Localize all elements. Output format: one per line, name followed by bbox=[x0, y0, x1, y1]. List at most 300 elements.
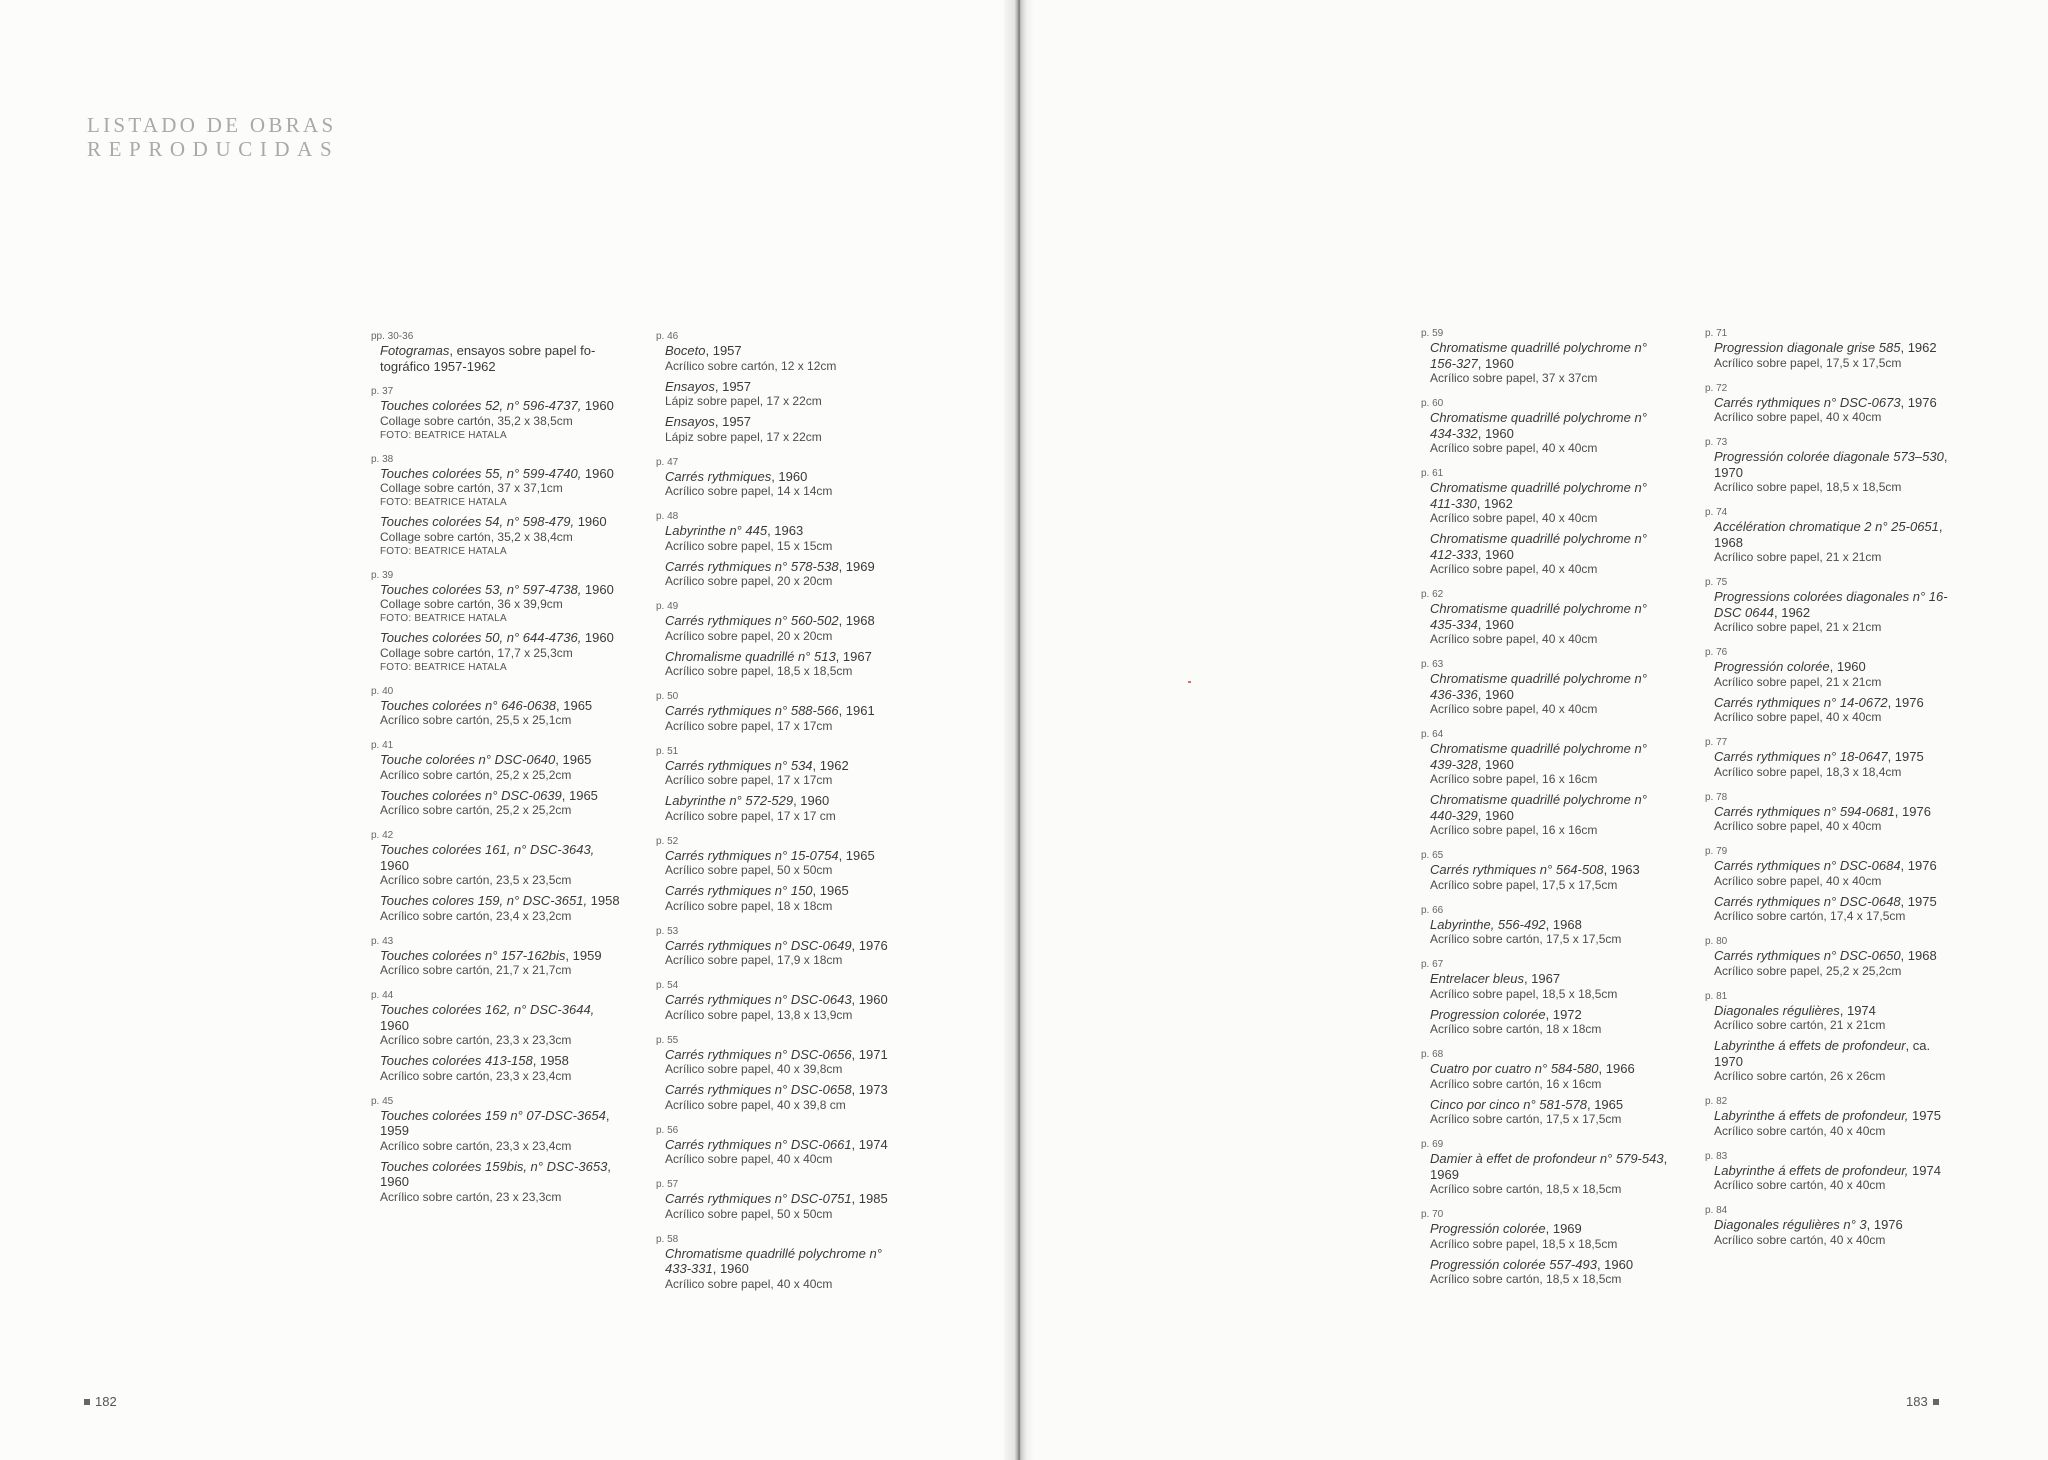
artwork-item bbox=[1714, 1038, 1954, 1084]
artwork-medium: Acrílico sobre cartón, 23,5 x 23,5cm bbox=[380, 873, 572, 887]
artwork-item bbox=[1430, 971, 1670, 1002]
artwork-item bbox=[380, 842, 620, 888]
artwork-title-line bbox=[665, 469, 905, 485]
artwork-title: Chromatisme quadrillé polychrome n° 156-327 bbox=[1430, 340, 1647, 371]
artwork-medium: Acrílico sobre papel, 25,2 x 25,2cm bbox=[1714, 963, 1902, 978]
artwork-title-line bbox=[380, 514, 620, 530]
artwork-date: , 1975 bbox=[1900, 893, 1937, 909]
artwork-title: Carrés rythmiques n° DSC-0656 bbox=[665, 1046, 852, 1062]
artwork-medium: Collage sobre cartón, 35,2 x 38,4cm bbox=[380, 529, 573, 544]
works-column-4 bbox=[1705, 327, 1954, 1259]
catalog-entry bbox=[656, 510, 905, 589]
artwork-medium: Acrílico sobre papel, 17,5 x 17,5cm bbox=[1714, 355, 1902, 370]
artwork-title: Carrés rythmiques n° 534 bbox=[665, 757, 813, 773]
page-reference: p. 65 bbox=[1421, 850, 1444, 861]
page-reference: pp. 30-36 bbox=[371, 331, 414, 342]
artwork-title-line bbox=[380, 1108, 620, 1139]
artwork-date: 1960 bbox=[581, 465, 614, 481]
artwork-date: , 1966 bbox=[1598, 1061, 1635, 1076]
catalog-entry bbox=[371, 385, 620, 442]
artwork-date: 1960 bbox=[581, 398, 614, 413]
artwork-item bbox=[1430, 1151, 1670, 1197]
catalog-entry bbox=[1421, 958, 1670, 1037]
artwork-title: Chromatisme quadrillé polychrome n° 435-334 bbox=[1430, 601, 1647, 632]
catalog-entry bbox=[1705, 576, 1954, 635]
artwork-title: Carrés rythmiques n° 18-0647 bbox=[1714, 749, 1888, 764]
artwork-medium: Acrílico sobre papel, 40 x 40cm bbox=[1430, 441, 1598, 455]
catalog-entry bbox=[1705, 646, 1954, 725]
artwork-item bbox=[1430, 410, 1670, 456]
artwork-title-line bbox=[380, 948, 620, 964]
photo-credit: FOTO: BEATRICE HATALA bbox=[380, 661, 507, 673]
artwork-medium: Acrílico sobre cartón, 25,5 x 25,1cm bbox=[380, 713, 572, 727]
artwork-medium: Acrílico sobre cartón, 40 x 40cm bbox=[1714, 1178, 1886, 1192]
page-reference: p. 51 bbox=[656, 745, 679, 757]
catalog-entry bbox=[371, 1095, 620, 1205]
catalog-entry bbox=[656, 745, 905, 824]
catalog-entry bbox=[656, 979, 905, 1023]
artwork-item bbox=[1430, 792, 1670, 838]
artwork-date: , 1960 bbox=[712, 1261, 749, 1276]
page-reference: p. 56 bbox=[656, 1124, 679, 1136]
artwork-title-line bbox=[1430, 340, 1670, 371]
artwork-medium: Acrílico sobre papel, 18,5 x 18,5cm bbox=[1430, 1236, 1618, 1251]
photo-credit: FOTO: BEATRICE HATALA bbox=[380, 497, 507, 508]
artwork-title: Carrés rythmiques n° 564-508 bbox=[1430, 862, 1604, 877]
artwork-item bbox=[380, 398, 620, 442]
artwork-date: , 1965 bbox=[556, 697, 593, 713]
artwork-date: , 1960 bbox=[380, 1158, 611, 1189]
artwork-item bbox=[1714, 659, 1954, 690]
artwork-item bbox=[665, 469, 905, 500]
artwork-medium: Acrílico sobre papel, 16 x 16cm bbox=[1430, 823, 1598, 837]
page-reference: p. 69 bbox=[1421, 1139, 1444, 1150]
catalog-entry bbox=[1705, 990, 1954, 1085]
artwork-date: , 1958 bbox=[532, 1053, 569, 1068]
artwork-item bbox=[380, 1108, 620, 1154]
artwork-date: , 1965 bbox=[1586, 1096, 1624, 1112]
artwork-medium: Acrílico sobre papel, 20 x 20cm bbox=[665, 628, 833, 643]
artwork-item bbox=[1430, 480, 1670, 526]
page-reference: p. 38 bbox=[371, 453, 394, 465]
artwork-title: Carrés rythmiques n° 578-538 bbox=[665, 558, 839, 574]
artwork-title: Carrés rythmiques bbox=[665, 468, 772, 484]
artwork-item bbox=[1714, 1217, 1954, 1248]
artwork-date: , 1960 bbox=[1477, 425, 1514, 441]
page-number-left: 182 bbox=[95, 1394, 117, 1409]
artwork-title-line bbox=[665, 523, 905, 539]
artwork-title: Touches colorées n° 157-162bis bbox=[380, 947, 566, 963]
artwork-title: Chromatisme quadrillé polychrome n° 433-331 bbox=[665, 1245, 882, 1276]
catalog-entry bbox=[1705, 506, 1954, 565]
artwork-title: Ensayos bbox=[665, 378, 715, 394]
artwork-title: Carrés rythmiques n° 594-0681 bbox=[1714, 803, 1895, 819]
artwork-title-line bbox=[1430, 1221, 1670, 1237]
artwork-date: , 1957 bbox=[714, 414, 752, 429]
artwork-medium: Acrílico sobre cartón, 23,3 x 23,4cm bbox=[380, 1068, 572, 1083]
artwork-title: Diagonales régulières n° 3 bbox=[1714, 1217, 1867, 1232]
artwork-medium: Acrílico sobre papel, 40 x 40cm bbox=[1430, 632, 1598, 646]
page-reference: p. 77 bbox=[1705, 737, 1728, 748]
artwork-item bbox=[380, 893, 620, 924]
artwork-title: Chromatisme quadrillé polychrome n° 411-330 bbox=[1430, 480, 1647, 511]
catalog-entry bbox=[656, 456, 905, 500]
artwork-title-line bbox=[1430, 671, 1670, 702]
catalog-entry bbox=[1421, 588, 1670, 647]
artwork-medium: Acrílico sobre papel, 50 x 50cm bbox=[665, 863, 833, 877]
title-line-1: LISTADO DE OBRAS bbox=[87, 113, 337, 137]
artwork-medium: Acrílico sobre cartón, 17,4 x 17,5cm bbox=[1714, 909, 1906, 923]
artwork-date: , 1976 bbox=[851, 937, 888, 953]
catalog-entry bbox=[371, 989, 620, 1084]
artwork-medium: Acrílico sobre cartón, 25,2 x 25,2cm bbox=[380, 767, 572, 782]
artwork-title: Progressión colorée bbox=[1430, 1221, 1546, 1236]
artwork-title: Touche colorées n° DSC-0640 bbox=[380, 752, 556, 767]
page-reference: p. 82 bbox=[1705, 1096, 1728, 1107]
artwork-item bbox=[665, 523, 905, 554]
artwork-medium: Acrílico sobre papel, 14 x 14cm bbox=[665, 484, 833, 498]
artwork-item bbox=[1430, 340, 1670, 386]
catalog-entry bbox=[1705, 1150, 1954, 1194]
artwork-medium: Acrílico sobre papel, 17 x 17cm bbox=[665, 718, 833, 733]
artwork-item bbox=[665, 883, 905, 914]
artwork-date: , 1961 bbox=[838, 703, 875, 718]
artwork-item bbox=[380, 1159, 620, 1205]
page-reference: p. 79 bbox=[1705, 846, 1728, 857]
artwork-title-line bbox=[665, 414, 905, 430]
artwork-item bbox=[380, 698, 620, 729]
artwork-medium: Acrílico sobre papel, 40 x 40cm bbox=[1714, 410, 1882, 424]
page-reference: p. 58 bbox=[656, 1233, 679, 1245]
artwork-title-line bbox=[665, 559, 905, 575]
artwork-date: , ensayos sobre papel fo-tográfico 1957-1962 bbox=[380, 343, 596, 374]
artwork-item bbox=[665, 343, 905, 374]
artwork-title: Progressión colorée diagonale 573–530 bbox=[1714, 449, 1944, 464]
artwork-title: Labyrinthe n° 572-529 bbox=[665, 793, 794, 808]
artwork-title: Carrés rythmiques n° DSC-0751 bbox=[665, 1191, 852, 1206]
artwork-item bbox=[1714, 449, 1954, 495]
red-speck bbox=[1188, 681, 1191, 683]
artwork-title: Carrés rythmiques n° DSC-0684 bbox=[1714, 858, 1901, 873]
catalog-entry bbox=[656, 690, 905, 734]
page-reference: p. 78 bbox=[1705, 791, 1728, 803]
artwork-title: Touches colores 159, n° DSC-3651, bbox=[380, 893, 588, 908]
artwork-title-line bbox=[665, 1047, 905, 1063]
artwork-date: , 1967 bbox=[1523, 971, 1561, 986]
artwork-medium: Acrílico sobre papel, 18,5 x 18,5cm bbox=[1714, 480, 1902, 494]
artwork-title: Progression colorée bbox=[1430, 1006, 1546, 1022]
artwork-medium: Acrílico sobre papel, 40 x 40cm bbox=[665, 1152, 833, 1166]
photo-credit: FOTO: BEATRICE HATALA bbox=[380, 613, 507, 624]
artwork-medium: Acrílico sobre papel, 40 x 40cm bbox=[1714, 873, 1882, 888]
artwork-date: , 1963 bbox=[1603, 862, 1640, 877]
artwork-item bbox=[1430, 1007, 1670, 1038]
page-reference: p. 60 bbox=[1421, 398, 1444, 409]
artwork-date: , 1985 bbox=[851, 1191, 888, 1206]
artwork-date: 1958 bbox=[587, 893, 620, 908]
artwork-date: , 1960 bbox=[1477, 355, 1514, 371]
artwork-medium: Acrílico sobre cartón, 12 x 12cm bbox=[665, 358, 837, 373]
artwork-medium: Acrílico sobre papel, 37 x 37cm bbox=[1430, 371, 1598, 385]
artwork-item bbox=[665, 379, 905, 410]
artwork-title-line bbox=[1430, 862, 1670, 878]
artwork-item bbox=[1714, 804, 1954, 835]
artwork-title-line bbox=[665, 938, 905, 954]
page-reference: p. 49 bbox=[656, 601, 679, 612]
page-reference: p. 41 bbox=[371, 740, 394, 751]
artwork-date: , 1974 bbox=[851, 1136, 888, 1152]
artwork-item bbox=[1430, 1257, 1670, 1288]
artwork-item bbox=[1430, 862, 1670, 893]
artwork-title-line bbox=[1430, 1061, 1670, 1077]
page-reference: p. 63 bbox=[1421, 659, 1444, 670]
artwork-medium: Acrílico sobre papel, 18,5 x 18,5cm bbox=[1430, 986, 1618, 1001]
artwork-title: Cuatro por cuatro n° 584-580 bbox=[1430, 1061, 1599, 1076]
artwork-title: Progression diagonale grise 585 bbox=[1714, 340, 1901, 355]
artwork-title: Touches colorées 55, n° 599-4740, bbox=[380, 465, 582, 481]
artwork-item bbox=[380, 752, 620, 783]
catalog-entry bbox=[656, 1233, 905, 1292]
artwork-medium: Acrílico sobre papel, 21 x 21cm bbox=[1714, 550, 1882, 564]
artwork-date: , 1960 bbox=[851, 992, 888, 1007]
artwork-date: , 1976 bbox=[1866, 1217, 1903, 1232]
artwork-item bbox=[1714, 948, 1954, 979]
artwork-date: , 1960 bbox=[793, 793, 830, 808]
artwork-medium: Acrílico sobre cartón, 21 x 21cm bbox=[1714, 1018, 1886, 1032]
artwork-title: Carrés rythmiques n° DSC-0661 bbox=[665, 1136, 852, 1152]
artwork-date: , 1960 bbox=[1477, 616, 1514, 632]
artwork-title: Ensayos bbox=[665, 414, 715, 429]
artwork-title: Carrés rythmiques n° DSC-0673 bbox=[1714, 394, 1901, 410]
artwork-item bbox=[380, 1002, 620, 1048]
artwork-medium: Acrílico sobre cartón, 17,5 x 17,5cm bbox=[1430, 932, 1622, 946]
artwork-medium: Acrílico sobre cartón, 25,2 x 25,2cm bbox=[380, 803, 572, 817]
catalog-entry bbox=[1705, 736, 1954, 780]
artwork-medium: Acrílico sobre cartón, 21,7 x 21,7cm bbox=[380, 963, 572, 977]
page-reference: p. 76 bbox=[1705, 647, 1728, 658]
artwork-item bbox=[1714, 1108, 1954, 1139]
page-reference: p. 83 bbox=[1705, 1150, 1728, 1162]
artwork-title-line bbox=[1714, 804, 1954, 820]
artwork-item bbox=[380, 1053, 620, 1084]
artwork-title-line bbox=[380, 893, 620, 909]
artwork-date: , 1971 bbox=[851, 1046, 888, 1062]
artwork-item bbox=[665, 649, 905, 680]
page-reference: p. 70 bbox=[1421, 1209, 1444, 1220]
artwork-item bbox=[1714, 749, 1954, 780]
artwork-medium: Acrílico sobre papel, 40 x 39,8cm bbox=[665, 1062, 843, 1076]
artwork-title: Carrés rythmiques n° DSC-0648 bbox=[1714, 893, 1901, 909]
artwork-title-line bbox=[1430, 1257, 1670, 1273]
catalog-entry bbox=[656, 1034, 905, 1113]
artwork-medium: Acrílico sobre cartón, 23,3 x 23,4cm bbox=[380, 1138, 572, 1153]
page-reference: p. 40 bbox=[371, 685, 394, 697]
page-reference: p. 74 bbox=[1705, 507, 1728, 518]
artwork-title: Progressions colorées diagonales n° 16-DSC 0644 bbox=[1714, 589, 1948, 620]
folio-square-icon bbox=[84, 1399, 90, 1405]
folio-right bbox=[1906, 1394, 1939, 1409]
artwork-title-line bbox=[665, 1082, 905, 1098]
artwork-date: , 1976 bbox=[1900, 858, 1937, 873]
folio-square-icon bbox=[1933, 1399, 1939, 1405]
artwork-title-line bbox=[380, 752, 620, 768]
artwork-title: Touches colorées n° DSC-0639 bbox=[380, 787, 562, 803]
page-number-right: 183 bbox=[1906, 1394, 1928, 1409]
artwork-medium: Collage sobre cartón, 36 x 39,9cm bbox=[380, 597, 563, 611]
artwork-medium: Acrílico sobre papel, 17 x 17 cm bbox=[665, 808, 836, 823]
artwork-title-line bbox=[380, 842, 620, 873]
artwork-date: , 1962 bbox=[1476, 495, 1513, 511]
artwork-title-line bbox=[380, 466, 620, 482]
catalog-entry bbox=[371, 453, 620, 558]
artwork-title-line bbox=[665, 1191, 905, 1207]
artwork-title: Labyrinthe á effets de profondeur, bbox=[1714, 1108, 1909, 1123]
artwork-date: 1974 bbox=[1908, 1162, 1941, 1178]
catalog-entry bbox=[1421, 1048, 1670, 1127]
artwork-date: , 1970 bbox=[1714, 449, 1948, 480]
catalog-entry bbox=[371, 569, 620, 674]
artwork-item bbox=[665, 559, 905, 590]
artwork-title: Chromatisme quadrillé polychrome n° 436-336 bbox=[1430, 671, 1647, 702]
page-reference: p. 55 bbox=[656, 1034, 679, 1046]
artwork-medium: Acrílico sobre cartón, 23,3 x 23,3cm bbox=[380, 1033, 572, 1047]
artwork-title: Entrelacer bleus bbox=[1430, 971, 1524, 986]
artwork-date: , 1965 bbox=[555, 752, 592, 767]
artwork-date: , 1957 bbox=[705, 343, 742, 358]
artwork-date: , 1960 bbox=[1829, 659, 1866, 674]
catalog-entry bbox=[1421, 849, 1670, 893]
artwork-date: , 1974 bbox=[1839, 1002, 1876, 1018]
artwork-title: Carrés rythmiques n° DSC-0650 bbox=[1714, 948, 1901, 963]
page-reference: p. 80 bbox=[1705, 936, 1728, 947]
artwork-date: , 1976 bbox=[1900, 394, 1937, 410]
artwork-date: , 1967 bbox=[835, 648, 872, 664]
artwork-title-line bbox=[1430, 601, 1670, 632]
artwork-date: , 1968 bbox=[1714, 519, 1943, 550]
artwork-title: Touches colorées 50, n° 644-4736, bbox=[380, 630, 582, 645]
artwork-medium: Acrílico sobre papel, 40 x 39,8 cm bbox=[665, 1097, 846, 1112]
artwork-title-line bbox=[1714, 858, 1954, 874]
artwork-title: Chromatisme quadrillé polychrome n° 412-333 bbox=[1430, 531, 1647, 562]
artwork-item bbox=[1430, 671, 1670, 717]
artwork-date: , 1960 bbox=[1477, 546, 1514, 562]
artwork-title-line bbox=[1430, 531, 1670, 562]
artwork-title: Cinco por cinco n° 581-578 bbox=[1430, 1096, 1587, 1112]
artwork-date: , 1976 bbox=[1894, 803, 1931, 819]
artwork-title-line bbox=[380, 582, 620, 598]
catalog-entry bbox=[656, 925, 905, 969]
artwork-date: , 1972 bbox=[1545, 1006, 1582, 1022]
artwork-item bbox=[665, 1082, 905, 1113]
artwork-medium: Acrílico sobre papel, 40 x 40cm bbox=[1714, 819, 1882, 833]
artwork-title: Carrés rythmiques n° 588-566 bbox=[665, 703, 839, 718]
artwork-medium: Acrílico sobre cartón, 23 x 23,3cm bbox=[380, 1189, 562, 1204]
page-reference: p. 37 bbox=[371, 386, 394, 397]
artwork-title-line bbox=[1714, 1003, 1954, 1019]
artwork-date: 1960 bbox=[574, 514, 607, 529]
artwork-title-line bbox=[1714, 1038, 1954, 1069]
artwork-title-line bbox=[665, 649, 905, 665]
artwork-medium: Acrílico sobre papel, 40 x 40cm bbox=[1430, 511, 1598, 525]
artwork-item bbox=[380, 514, 620, 558]
artwork-medium: Collage sobre cartón, 37 x 37,1cm bbox=[380, 481, 563, 495]
artwork-title-line bbox=[1714, 1108, 1954, 1124]
catalog-entry bbox=[1421, 1138, 1670, 1197]
catalog-entry bbox=[1421, 658, 1670, 717]
artwork-date: 1960 bbox=[380, 1017, 409, 1033]
artwork-medium: Lápiz sobre papel, 17 x 22cm bbox=[665, 429, 822, 444]
artwork-date: , 1965 bbox=[812, 883, 849, 898]
artwork-medium: Acrílico sobre cartón, 16 x 16cm bbox=[1430, 1076, 1602, 1091]
artwork-title-line bbox=[380, 788, 620, 804]
works-column-2 bbox=[656, 330, 905, 1303]
artwork-title-line bbox=[380, 343, 620, 374]
artwork-title-line bbox=[1430, 410, 1670, 441]
artwork-title-line bbox=[380, 630, 620, 646]
artwork-title-line bbox=[1714, 659, 1954, 675]
artwork-item bbox=[665, 1047, 905, 1078]
artwork-date: , 1968 bbox=[1900, 948, 1937, 963]
artwork-title: Labyrinthe, 556-492 bbox=[1430, 916, 1546, 932]
artwork-title: Carrés rythmiques n° DSC-0649 bbox=[665, 937, 852, 953]
artwork-title: Touches colorées 413-158 bbox=[380, 1053, 533, 1068]
artwork-item bbox=[380, 343, 620, 374]
artwork-item bbox=[665, 613, 905, 644]
catalog-entry bbox=[1705, 845, 1954, 924]
catalog-entry bbox=[371, 685, 620, 729]
artwork-medium: Collage sobre cartón, 17,7 x 25,3cm bbox=[380, 645, 573, 660]
artwork-title-line bbox=[1430, 741, 1670, 772]
artwork-title-line bbox=[1714, 589, 1954, 620]
artwork-item bbox=[1430, 531, 1670, 577]
artwork-medium: Lápiz sobre papel, 17 x 22cm bbox=[665, 394, 822, 408]
artwork-date: , 1965 bbox=[561, 787, 598, 803]
catalog-entry bbox=[1705, 327, 1954, 371]
page-reference: p. 53 bbox=[656, 925, 679, 937]
photo-credit: FOTO: BEATRICE HATALA bbox=[380, 429, 507, 441]
page-reference: p. 42 bbox=[371, 830, 394, 841]
page-reference: p. 47 bbox=[656, 456, 679, 468]
artwork-medium: Acrílico sobre papel, 40 x 40cm bbox=[1430, 702, 1598, 716]
catalog-entry bbox=[371, 739, 620, 818]
artwork-medium: Acrílico sobre cartón, 23,4 x 23,2cm bbox=[380, 908, 572, 923]
artwork-medium: Acrílico sobre papel, 21 x 21cm bbox=[1714, 674, 1882, 689]
artwork-title-line bbox=[1714, 340, 1954, 356]
artwork-date: 1960 bbox=[380, 857, 409, 873]
artwork-item bbox=[1430, 1097, 1670, 1128]
artwork-medium: Acrílico sobre cartón, 17,5 x 17,5cm bbox=[1430, 1112, 1622, 1126]
artwork-date: , 1959 bbox=[380, 1107, 610, 1138]
artwork-item bbox=[1714, 894, 1954, 925]
artwork-item bbox=[1714, 858, 1954, 889]
artwork-item bbox=[1430, 1061, 1670, 1092]
catalog-entry bbox=[1705, 382, 1954, 426]
page-reference: p. 46 bbox=[656, 331, 679, 342]
catalog-entry bbox=[656, 1178, 905, 1222]
catalog-entry bbox=[1421, 467, 1670, 577]
photo-credit: FOTO: BEATRICE HATALA bbox=[380, 545, 507, 557]
page-reference: p. 73 bbox=[1705, 437, 1728, 448]
artwork-item bbox=[1430, 917, 1670, 948]
artwork-medium: Acrílico sobre cartón, 40 x 40cm bbox=[1714, 1123, 1886, 1138]
artwork-medium: Acrílico sobre papel, 21 x 21cm bbox=[1714, 620, 1882, 634]
artwork-item bbox=[380, 788, 620, 819]
artwork-item bbox=[665, 793, 905, 824]
artwork-title-line bbox=[665, 793, 905, 809]
artwork-date: , ca. 1970 bbox=[1714, 1038, 1931, 1069]
artwork-title: Damier à effet de profondeur n° 579-543 bbox=[1430, 1151, 1664, 1166]
artwork-title-line bbox=[1714, 519, 1954, 550]
